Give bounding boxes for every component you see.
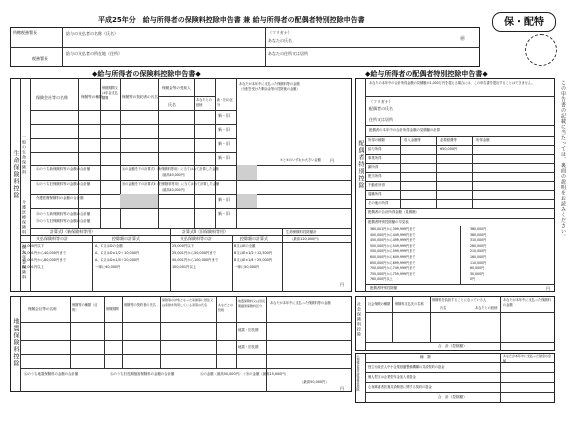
quick-table-deduction: 310,000円 bbox=[470, 238, 487, 243]
calc2-formula-4: 一律に50,000円 bbox=[234, 265, 260, 269]
eq-calc: Ⓐの金額（最高50,000円）＋Ⓑの金額（最高15,000円） bbox=[200, 372, 289, 376]
calc1-title: 計算式Ⅰ（新保険料等用） bbox=[50, 229, 96, 234]
quick-table-range: 650,000円から699,999円まで bbox=[370, 260, 416, 265]
stamp-label: 保・配特 bbox=[504, 17, 544, 28]
income-row-1: 給与所得 bbox=[368, 147, 382, 151]
income-row-2: 事業所得 bbox=[368, 156, 382, 160]
col-contractor-label: 保険等の契約者の氏名 bbox=[122, 95, 158, 99]
row-a-label: Ⓐのうち新保険料等の金額の合計額 bbox=[36, 167, 91, 171]
small-side-label: 小規模企業共済等掛金控除 bbox=[356, 355, 360, 391]
tax-office-label: 所轄税務署長 bbox=[13, 30, 37, 35]
calc2-formula-2: B又はE×1/2＋12,500円 bbox=[234, 251, 273, 255]
eq-col-object: 保険等の対象となった家屋等に居住又は家財を利用している者等の氏名 bbox=[162, 298, 214, 307]
quick-table-deduction: 30,000円 bbox=[470, 271, 485, 276]
spouse-side-label: 配偶者特別控除 bbox=[357, 140, 364, 189]
social-relation: あなたとの続柄 bbox=[475, 306, 498, 310]
spouse-furigana: （フリガナ） bbox=[369, 99, 393, 104]
calc1-formula-1: A、C又はDの全額 bbox=[95, 244, 123, 248]
deduction-label: 配偶者特別控除額 bbox=[370, 286, 398, 290]
calc2-formula-1: B又はEの全額 bbox=[234, 244, 256, 248]
yen-life-total: 円 bbox=[340, 282, 344, 287]
eq-sum-1: Ⓐのうち地震保険料の金額の合計額 bbox=[24, 372, 79, 376]
social-col-bearer: 保険料を負担することになっている人 bbox=[432, 298, 487, 302]
calc2-range-4: 100,001円以上 bbox=[172, 265, 197, 269]
income-col-type: 所得の種類 bbox=[368, 138, 385, 142]
calc2-formula-3: B又はE×1/4＋25,000円 bbox=[234, 258, 273, 262]
seal-mark: ㊞ bbox=[460, 36, 466, 42]
receipt-stamp-circle bbox=[525, 34, 557, 66]
earthquake-table bbox=[10, 296, 352, 392]
yen-1: 円 bbox=[330, 158, 334, 163]
quick-table-range: 700,000円から749,999円まで bbox=[370, 266, 416, 271]
your-name-field[interactable] bbox=[320, 36, 450, 44]
social-side-label: 社会保険料控除 bbox=[357, 302, 362, 337]
income-row-3: 雑所得 bbox=[368, 165, 379, 169]
general-life-label: 一般の生命保険料 bbox=[22, 135, 27, 175]
row-e-label: Ⓓのうち旧保険料等の金額の合計額 bbox=[36, 219, 91, 223]
earthquake-side-label: 地震保険料控除 bbox=[12, 318, 19, 367]
shaded-cell bbox=[120, 194, 158, 208]
social-total: 合 計（控除額） bbox=[438, 344, 467, 348]
quick-table-range: 550,000円から599,999円まで bbox=[370, 249, 416, 254]
new-old-3[interactable]: 新・旧 bbox=[218, 141, 230, 146]
col-recipient-name: 氏名 bbox=[168, 102, 176, 107]
shaded-cell bbox=[237, 194, 257, 208]
new-old-4[interactable]: 新・旧 bbox=[218, 155, 230, 160]
quick-table-deduction: 360,000円 bbox=[470, 232, 487, 237]
form-title: 平成25年分 給与所得者の保険料控除申告書 兼 給与所得者の配偶者特別控除申告書 bbox=[98, 16, 365, 24]
quick-table-range: 380,001円から399,999円まで bbox=[370, 227, 416, 231]
yen-spouse: 円 bbox=[546, 286, 550, 291]
life-total-label: 生命保険料控除額計 bbox=[286, 230, 317, 234]
col-relation-label: あなたとの続柄 bbox=[196, 98, 212, 107]
tax-office-suffix: 税務署長 bbox=[32, 56, 48, 61]
calc1-range-2: 20,001円から40,000円まで bbox=[22, 251, 67, 255]
eq-col-type: 保険等の種類（目的） bbox=[72, 303, 98, 312]
col-amount-label: あなたが本年中に支払った保険料等の金額（分配を受けた剰余金等の控除後の金額） bbox=[239, 82, 300, 91]
spouse-note: あなたの本年中の合計所得金額の見積額が1,000万円を超える場合には、この申告書を提出することはできません。 bbox=[369, 81, 535, 85]
small-total: 合 計（控除額） bbox=[438, 395, 467, 399]
new-old-1[interactable]: 新・旧 bbox=[218, 113, 230, 118]
compare-label: ②と③のいずれか大きい金額 bbox=[280, 158, 321, 162]
col-recipient-header: 保険金等の受取人 bbox=[162, 86, 191, 90]
your-name-label: あなたの氏名 bbox=[268, 38, 292, 43]
eq-amount-label: あなたが本年中に支払った保険料等の金額 bbox=[270, 301, 331, 305]
calc2-col-ded: 控除額の計算式 bbox=[240, 236, 268, 241]
calc1-formula-4: 一律に40,000円 bbox=[95, 265, 121, 269]
row-d-label: Ⓓのうち新保険料等の金額の合計額 bbox=[36, 212, 91, 216]
social-col-amount: あなたが本年中に支払った保険料の金額 bbox=[503, 298, 551, 307]
quick-table-deduction: 110,000円 bbox=[470, 260, 487, 265]
eq-sum-2: Ⓐのうち旧長期損害保険料の金額の合計額 bbox=[110, 372, 175, 376]
eq-col-contractor: 保険等の契約者の氏名 bbox=[124, 303, 156, 307]
col-period-label: 保険期間又は年金支払期間 bbox=[102, 86, 118, 100]
calc1-col-paid: 支払保険料等の計 bbox=[36, 236, 68, 241]
small-row-3: 心身障害者扶養共済制度に関する契約の掛金 bbox=[368, 385, 432, 389]
calc-note-2: Ⓑの金額を下の計算式Ⅱ（旧保険料等用）に当てはめて計算した金額 bbox=[122, 182, 220, 186]
income-row-5: 不動産所得 bbox=[368, 183, 385, 187]
your-address-label: あなたの住所又は居所 bbox=[268, 51, 308, 56]
life-side-label: 生命保険料控除 bbox=[12, 150, 19, 199]
spouse-name-label: 配偶者の氏名 bbox=[369, 106, 393, 111]
income-col-expense: 必要経費等 bbox=[440, 138, 457, 142]
payer-address-label: 給与の支払者の所在地（住所） bbox=[66, 51, 122, 56]
small-col-amount: あなたが本年中に支払った掛金の金額 bbox=[503, 354, 552, 363]
quick-table-range: 750,000円から759,999円まで bbox=[370, 271, 416, 276]
calc2-range-2: 25,001円から50,000円まで bbox=[172, 251, 217, 255]
calc2-title: 計算式Ⅱ（旧保険料等用） bbox=[182, 229, 228, 234]
quick-table-deduction: 380,000円 bbox=[470, 227, 487, 231]
insurance-section-title: ◆給与所得者の保険料控除申告書◆ bbox=[92, 70, 201, 78]
furigana-label: （フリガナ） bbox=[268, 30, 292, 35]
small-row-1: 独立行政法人中小企業基盤整備機構の共済契約の掛金 bbox=[368, 365, 445, 369]
yen-eq: 円 bbox=[340, 386, 344, 391]
income-row-6: 退職所得 bbox=[368, 192, 382, 196]
col-company-label: 保険会社等の名称 bbox=[36, 95, 68, 100]
calc1-range-4: 80,001円以上 bbox=[22, 265, 45, 269]
quick-table-label: 配偶者特別控除額の早見表 bbox=[368, 220, 409, 224]
quick-table-deduction: 260,000円 bbox=[470, 243, 487, 248]
calc1-range-1: 20,000円以下 bbox=[22, 244, 45, 248]
quick-table-deduction: 0円 bbox=[470, 277, 476, 282]
quick-table-range: 400,000円から449,999円まで bbox=[370, 232, 416, 237]
life-total-max: （最高120,000円） bbox=[290, 237, 321, 241]
calc2-col-paid: 支払保険料等の計 bbox=[180, 236, 212, 241]
social-col-payee: 保険料支払先の名称 bbox=[395, 302, 424, 306]
income-row-7: その他の所得 bbox=[368, 201, 389, 205]
calc2-range-3: 50,001円から100,000円まで bbox=[172, 258, 219, 262]
col-new-old-label: 新・旧の区分 bbox=[217, 98, 233, 107]
calc1-formula-2: A、C又はD×1/2＋10,000円 bbox=[95, 251, 140, 255]
pension-label: 個人年金保険料 bbox=[22, 245, 27, 280]
spouse-note-2: 配偶者の本年中の合計所得金額の見積額の計算 bbox=[369, 128, 441, 132]
eq-class-option-2[interactable]: 地震・旧長期 bbox=[238, 345, 259, 349]
income-col-revenue: 収入金額等 bbox=[404, 138, 421, 142]
new-old-6[interactable]: 新・旧 bbox=[218, 211, 230, 216]
spouse-total-label: 配偶者の合計所得金額（見積額） bbox=[368, 210, 419, 214]
quick-table-range: 450,000円から499,999円まで bbox=[370, 238, 416, 243]
calc1-col-ded: 控除額の計算式 bbox=[112, 236, 140, 241]
shaded-cell bbox=[237, 165, 257, 180]
eq-max: （最高50,000円） bbox=[300, 380, 329, 384]
spouse-section-title: ◆給与所得者の配偶者特別控除申告書◆ bbox=[365, 70, 488, 78]
calc1-range-3: 40,001円から80,000円まで bbox=[22, 258, 67, 262]
stamp-label-box bbox=[492, 12, 556, 32]
payer-name-label: 給与の支払者の名称（氏名） bbox=[66, 31, 118, 36]
row-b-label: Ⓐのうち旧保険料等の金額の合計額 bbox=[36, 182, 91, 186]
income-row-4: 配当所得 bbox=[368, 174, 382, 178]
social-col-type: 社会保険の種類 bbox=[368, 302, 391, 306]
col-type-label: 保険等の種類 bbox=[81, 95, 103, 99]
eq-col-company: 保険会社等の名称 bbox=[28, 307, 57, 311]
calc-note-1: Ⓐの金額を下の計算式Ⅰ（新保険料等用）に当てはめて計算した金額 bbox=[122, 167, 219, 171]
quick-table-deduction: 210,000円 bbox=[470, 249, 487, 254]
payer-name-field[interactable] bbox=[120, 36, 250, 44]
quick-table-range: 600,000円から649,999円まで bbox=[370, 255, 416, 259]
new-old-2[interactable]: 新・旧 bbox=[218, 127, 230, 132]
calc1-formula-3: A、C又はD×1/4＋20,000円 bbox=[95, 258, 140, 262]
calc2-range-1: 25,000円以下 bbox=[172, 244, 195, 248]
spouse-address-label: 住所又は居所 bbox=[369, 117, 393, 122]
row-c-label: 介護医療保険料の金額の合計額 bbox=[36, 196, 84, 200]
income-col-amount: 所得金額 bbox=[476, 138, 490, 142]
right-margin-note: この申告書の記載に当たっては、裏面の説明をお読みください。 bbox=[560, 80, 566, 240]
quick-table-deduction: 60,000円 bbox=[470, 266, 485, 271]
eq-col-period: 保険期間 bbox=[106, 307, 119, 311]
small-col-type: 種 類 bbox=[420, 355, 431, 359]
new-old-5[interactable]: 新・旧 bbox=[218, 197, 230, 202]
max-40000-a: （最高40,000円） bbox=[160, 173, 188, 177]
small-row-2: 個人型又は企業型年金加入者掛金 bbox=[368, 375, 416, 379]
social-name: 氏名 bbox=[440, 306, 447, 310]
eq-class-option-1[interactable]: 地震・旧長期 bbox=[238, 328, 259, 332]
eq-col-class: 地震保険料又は旧長期損害保険料区分 bbox=[238, 299, 266, 308]
care-label: 介護医療保険料 bbox=[22, 200, 27, 235]
max-40000-b: （最高40,000円） bbox=[160, 188, 188, 192]
quick-table-deduction: 160,000円 bbox=[470, 255, 487, 259]
eq-col-relation: あなたとの続柄 bbox=[218, 303, 234, 312]
quick-table-range: 500,000円から549,999円まで bbox=[370, 243, 416, 248]
quick-table-range: 760,000円以上 bbox=[370, 277, 393, 282]
income-threshold: 650,000円 bbox=[440, 147, 458, 151]
